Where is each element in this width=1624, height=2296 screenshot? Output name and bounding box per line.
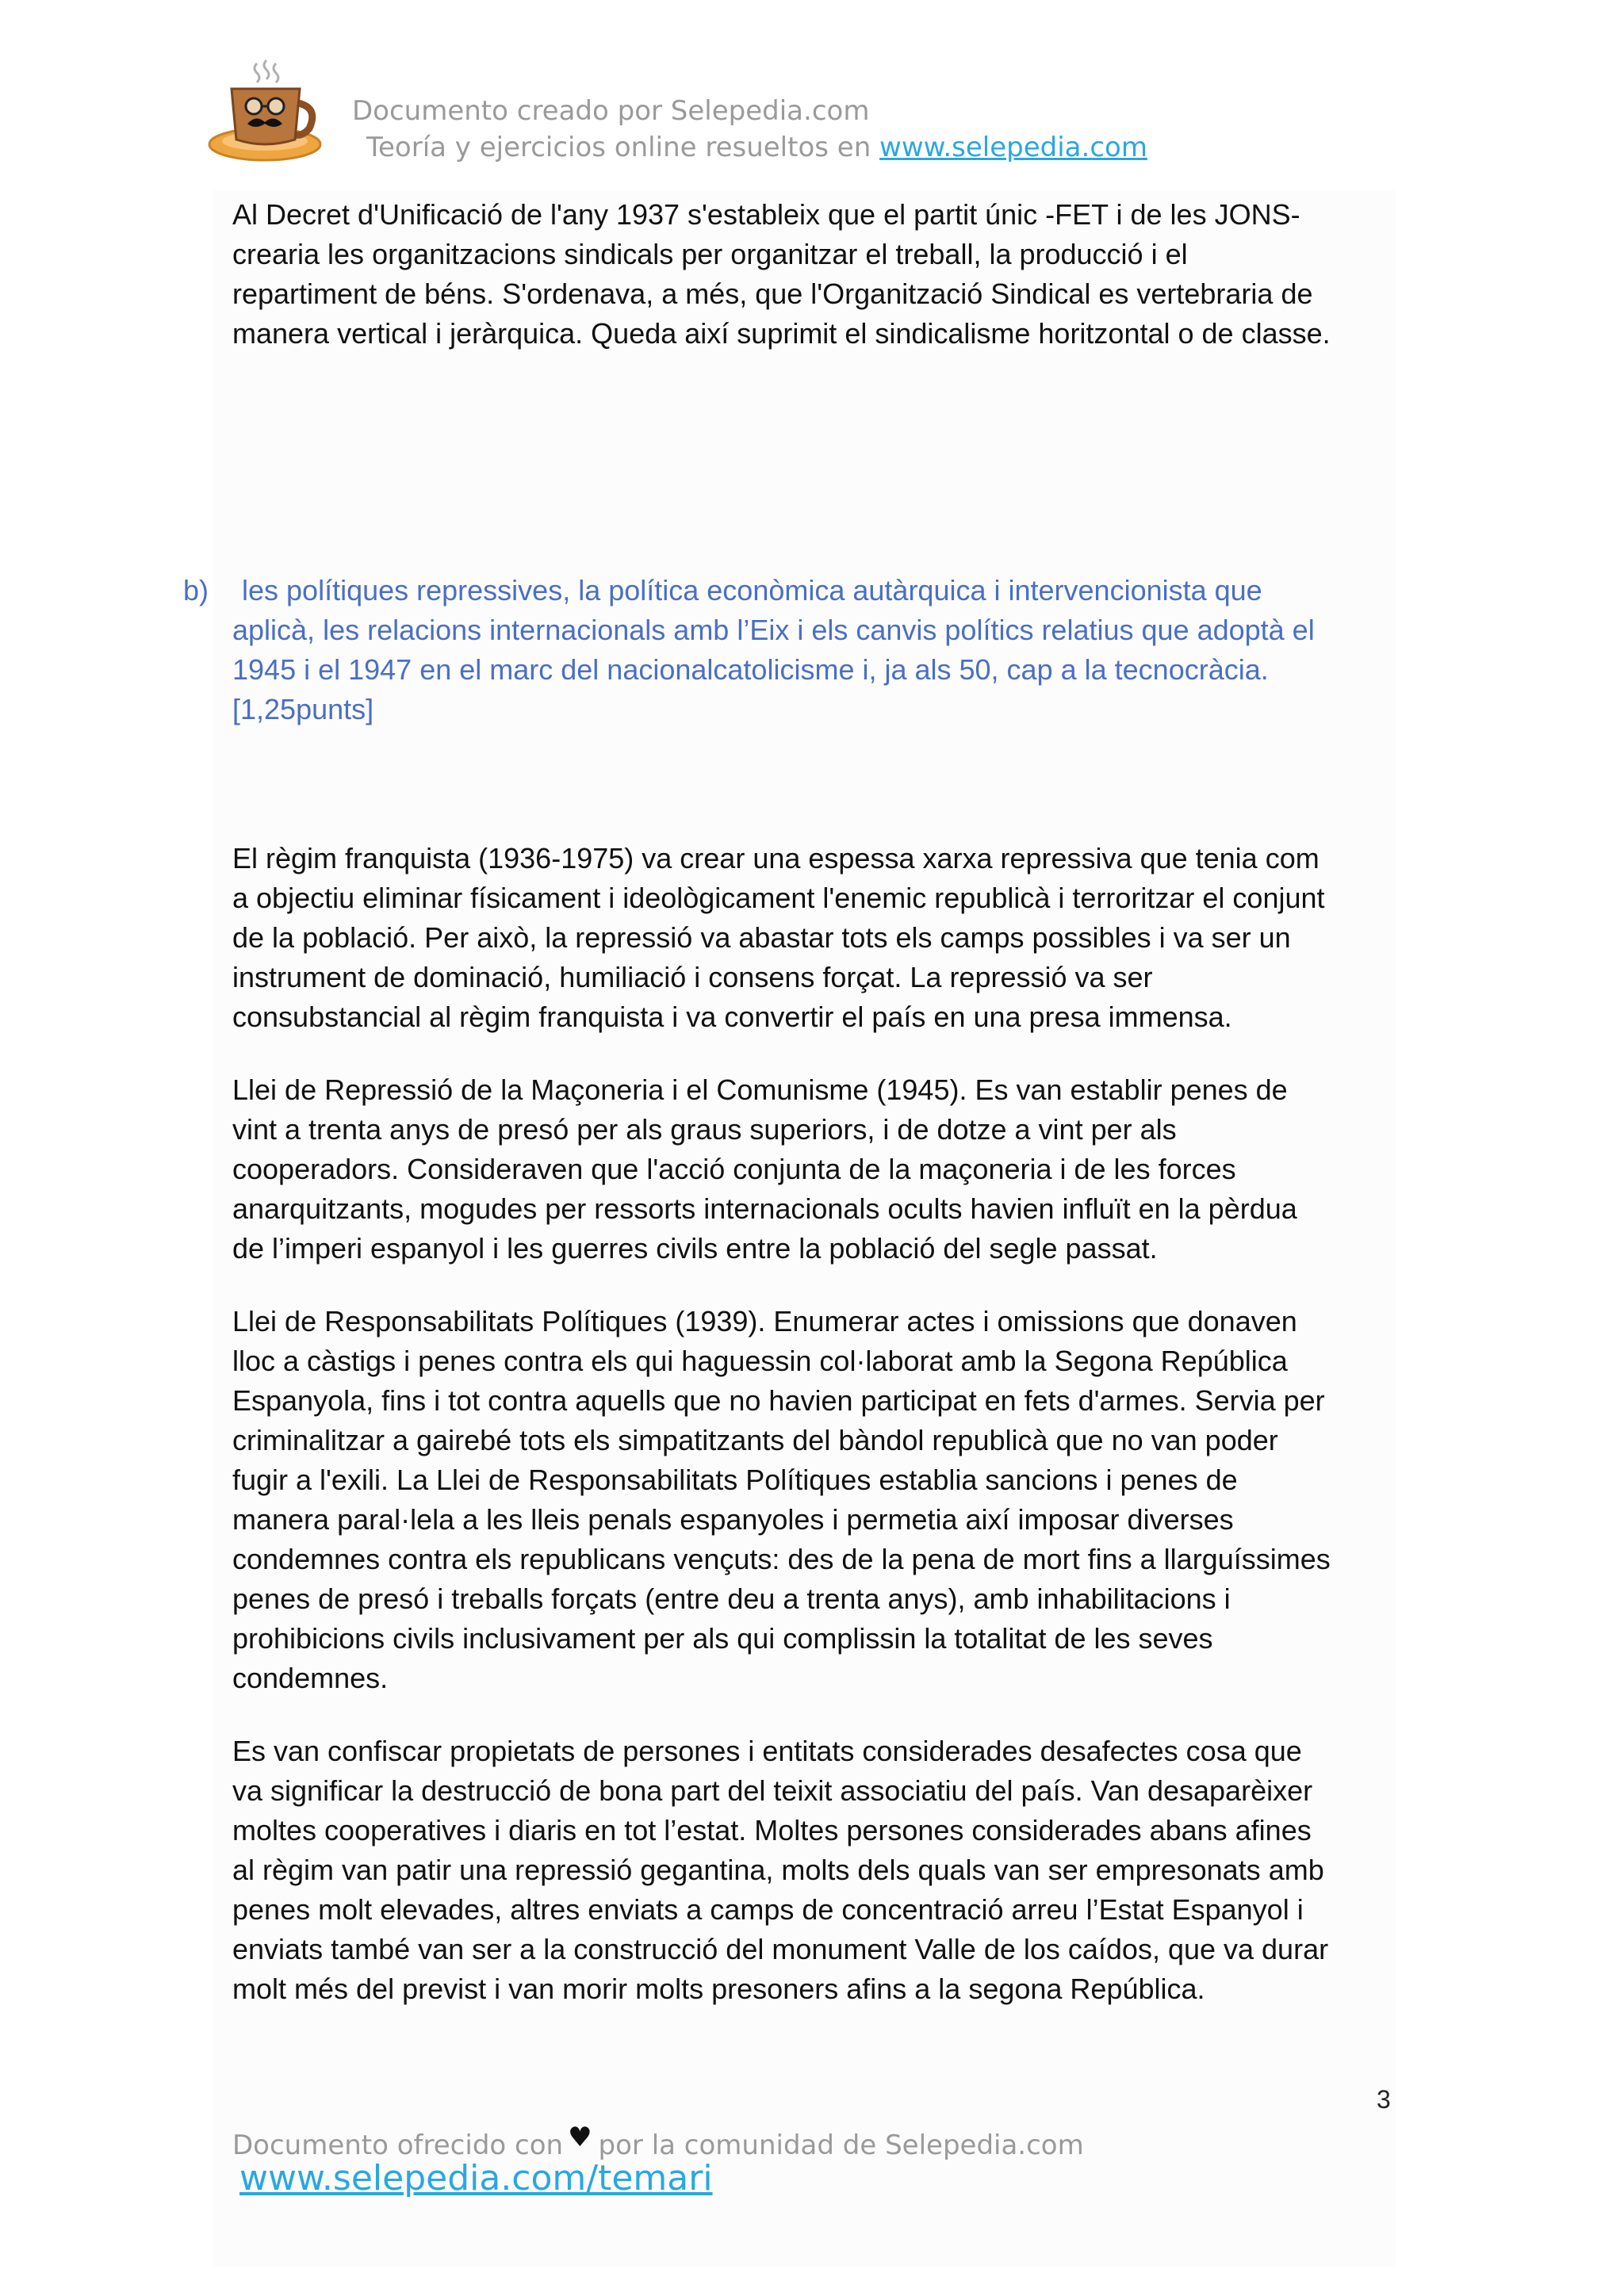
paragraph-line: instrument de dominació, humiliació i consens forçat. La repressió va ser — [232, 961, 1153, 993]
paragraph-line: de l’imperi espanyol i les guerres civils entre la població del segle passat. — [232, 1232, 1158, 1265]
heart-icon: ♥ — [568, 2122, 592, 2153]
question-text — [232, 571, 1315, 729]
paragraph-line: Espanyola, fins i tot contra aquells que no havien participat en fets d'armes. Servia per — [232, 1384, 1325, 1417]
question-marker: b) — [183, 574, 209, 607]
page-number: 3 — [1377, 2085, 1391, 2114]
paragraph-line: enviats també van ser a la construcció del monument Valle de los caídos, que va durar — [232, 1933, 1329, 1965]
paragraph-line: prohibicions civils inclusivament per als qui complissin la totalitat de les seves — [232, 1622, 1213, 1655]
paragraph-line: El règim franquista (1936-1975) va crear una espessa xarxa repressiva que tenia com — [232, 842, 1320, 874]
header-title: Documento creado por Selepedia.com — [352, 95, 870, 127]
footer-credit-prefix: Documento ofrecido con — [232, 2130, 564, 2161]
paragraph-line: repartiment de béns. S'ordenava, a més, que l'Organització Sindical es vertebraria de — [232, 277, 1313, 310]
paragraph-line: moltes cooperatives i diaris en tot l’estat. Moltes persones considerades abans afines — [232, 1814, 1312, 1846]
paragraph-confiscacio — [232, 1732, 1398, 2009]
paragraph-line: fugir a l'exili. La Llei de Responsabilitats Polítiques establia sancions i penes de — [232, 1464, 1238, 1496]
paragraph-line: Es van confiscar propietats de persones i entitats considerades desafectes cosa que — [232, 1735, 1302, 1767]
paragraph-line: manera vertical i jeràrquica. Queda així suprimit el sindicalisme horitzontal o de classe. — [232, 317, 1331, 350]
header-site-link[interactable]: www.selepedia.com — [879, 132, 1147, 163]
question-points: [1,25punts] — [232, 693, 374, 725]
footer-credit — [232, 2122, 1084, 2161]
header-subtitle — [366, 132, 1147, 163]
paragraph-line: crearia les organitzacions sindicals per organitzar el treball, la producció i el — [232, 238, 1188, 270]
question-line: aplicà, les relacions internacionals amb l’Eix i els canvis polítics relatius que adoptà el — [232, 614, 1315, 646]
question-line: les polítiques repressives, la política econòmica autàrquica i intervencionista que — [242, 574, 1262, 607]
paragraph-line: cooperadors. Consideraven que l'acció conjunta de la maçoneria i de les forces — [232, 1153, 1236, 1185]
paragraph-line: Al Decret d'Unificació de l'any 1937 s'estableix que el partit únic -FET i de les JONS- — [232, 198, 1300, 231]
paragraph-line: condemnes. — [232, 1662, 389, 1694]
paragraph-line: penes molt elevades, altres enviats a camps de concentració arreu l’Estat Espanyol i — [232, 1893, 1304, 1926]
paragraph-line: manera paral·lela a les lleis penals espanyoles i permetia així imposar diverses — [232, 1503, 1234, 1536]
paragraph-llei-maconeria — [232, 1070, 1398, 1269]
paragraph-llei-responsabilitats — [232, 1302, 1398, 1698]
paragraph-line: consubstancial al règim franquista i va convertir el país en una presa immensa. — [232, 1001, 1232, 1033]
coffee-mug-logo-icon — [208, 57, 327, 168]
paragraph-line: al règim van patir una repressió gegantina, molts dels quals van ser empresonats amb — [232, 1854, 1324, 1886]
paragraph-line: criminalitzar a gairebé tots els simpatitzants del bàndol republicà que no van poder — [232, 1424, 1278, 1456]
paragraph-line: penes de presó i treballs forçats (entre deu a trenta anys), amb inhabilitacions i — [232, 1582, 1231, 1615]
paragraph-decret-unificacio — [232, 195, 1398, 354]
paragraph-regim-franquista — [232, 839, 1398, 1037]
paragraph-line: de la població. Per això, la repressió va abastar tots els camps possibles i va ser un — [232, 921, 1291, 954]
paragraph-line: lloc a càstigs i penes contra els qui haguessin col·laborat amb la Segona República — [232, 1345, 1288, 1377]
paragraph-line: anarquitzants, mogudes per ressorts internacionals ocults havien influït en la pèrdua — [232, 1192, 1297, 1225]
header-subtitle-text: Teoría y ejercicios online resueltos en — [366, 132, 880, 163]
question-line: 1945 i el 1947 en el marc del nacionalcatolicisme i, ja als 50, cap a la tecnocràcia. — [232, 653, 1269, 686]
paragraph-line: molt més del previst i van morir molts presoners afins a la segona República. — [232, 1973, 1205, 2005]
paragraph-line: Llei de Responsabilitats Polítiques (1939). Enumerar actes i omissions que donaven — [232, 1305, 1297, 1337]
paragraph-line: Llei de Repressió de la Maçoneria i el Comunisme (1945). Es van establir penes de — [232, 1073, 1288, 1106]
paragraph-line: va significar la destrucció de bona part del teixit associatiu del país. Van desaparèixer — [232, 1774, 1313, 1807]
paragraph-line: a objectiu eliminar físicament i ideològicament l'enemic republicà i terroritzar el conjunt — [232, 882, 1325, 914]
footer-credit-suffix: por la comunidad de Selepedia.com — [598, 2130, 1084, 2161]
paragraph-line: vint a trenta anys de presó per als graus superiors, i de dotze a vint per als — [232, 1113, 1177, 1146]
paragraph-line: condemnes contra els republicans vençuts: des de la pena de mort fins a llarguíssimes — [232, 1543, 1331, 1575]
footer-temari-link[interactable]: www.selepedia.com/temari — [239, 2158, 713, 2198]
page-header — [208, 57, 1239, 176]
